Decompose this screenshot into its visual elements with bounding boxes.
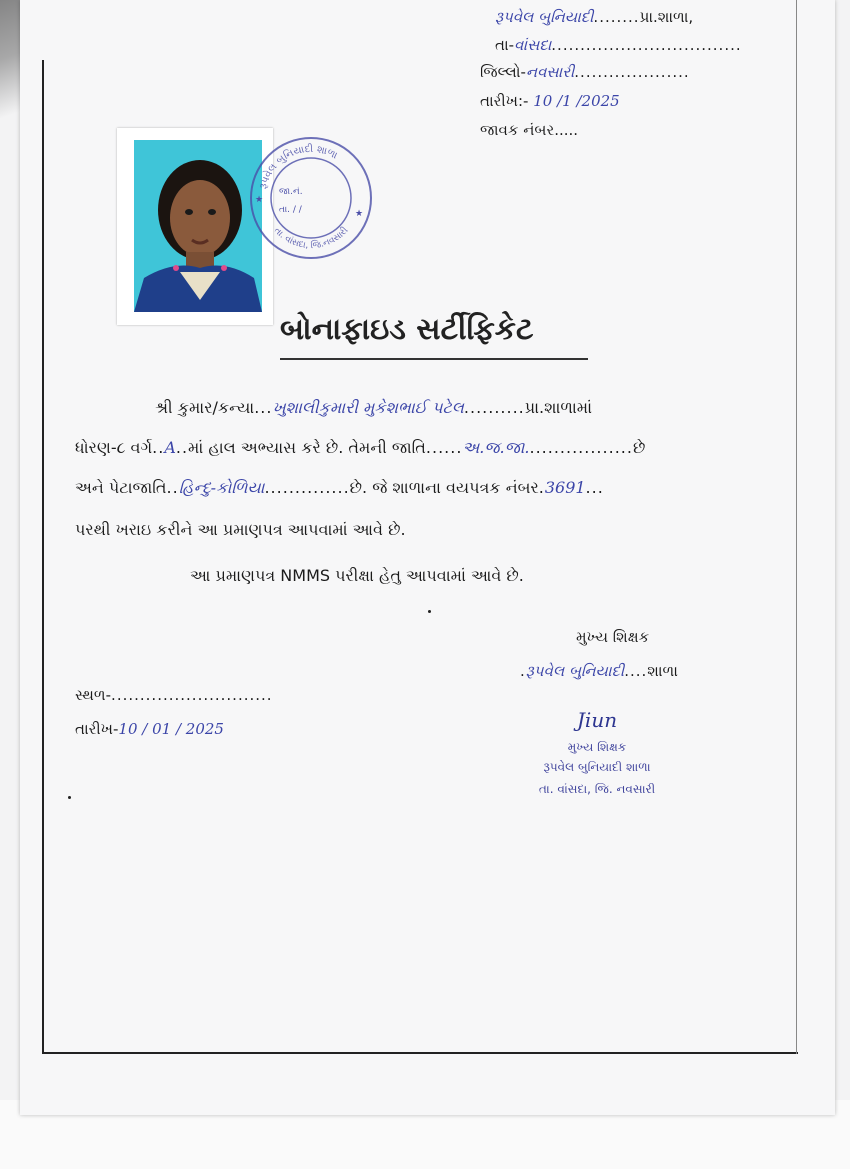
body-line-4: પરથી ખરાઇ કરીને આ પ્રમાણપત્ર આપવામાં આવે છે.	[75, 520, 406, 539]
student-name: ખુશાલીકુમારી મુકેશભાઈ પટેલ	[272, 398, 464, 417]
page-border-left	[42, 60, 44, 1054]
footer-date-line	[75, 720, 224, 738]
header-district-line: જિલ્લો-નવસારી....................	[480, 63, 690, 81]
subcaste-value: હિન્દુ-કોળિયા	[178, 478, 265, 497]
register-number: 3691	[544, 478, 586, 497]
header-school-line: રૂપવેલ બુનિયાદી........પ્રા.શાળા,	[495, 8, 694, 26]
signature-line-2: રૂપવેલ બુનિયાદી શાળા	[543, 760, 651, 774]
head-teacher-label: મુખ્ય શિક્ષક	[576, 628, 650, 646]
caste-value: અ.જ.જા.	[462, 438, 530, 457]
body-line-3: અને પેટાજાતિ..હિન્દુ-કોળિયા..............છે. જે શાળાના વયપત્રક નંબર.3691...	[75, 478, 604, 497]
header-taluka-line: તા-વાંસદા.................................	[495, 36, 742, 54]
footer-school-name: રૂપવેલ બુનિયાદી	[525, 662, 625, 680]
body-line-1: શ્રી કુમાર/કન્યા...ખુશાલીકુમારી મુકેશભાઈ પટેલ..........પ્રા.શાળામાં	[155, 398, 593, 417]
scan-speck	[428, 610, 431, 613]
place-line: સ્થળ-............................	[75, 686, 273, 704]
school-round-stamp	[243, 128, 378, 263]
signature-line-1: મુખ્ય શિક્ષક	[567, 740, 627, 754]
stamp-star-icon: ★	[355, 209, 364, 219]
signature: Jiun	[576, 708, 618, 732]
page-border-right	[796, 0, 797, 1054]
footer-date-value: 10 / 01 / 2025	[118, 720, 224, 738]
header-date-line	[480, 92, 620, 110]
stamp-star-icon: ★	[255, 195, 264, 205]
taluka-label: તા-	[495, 36, 515, 54]
stamp-ring-text: રૂપવેલ બુનિયાદી શાળા	[257, 143, 340, 191]
outward-number: જાવક નંબર.....	[480, 121, 579, 139]
svg-text:રૂપવેલ બુનિયાદી શાળા	[258, 143, 340, 190]
taluka-value: વાંસદા	[514, 36, 552, 54]
stamp-ring-bottom: તા. વાંસદા, જિ.નવસારી	[271, 225, 351, 252]
scan-speck	[68, 796, 71, 799]
place-label: સ્થળ-	[75, 686, 112, 704]
body-line-2: ધોરણ-૮ વર્ગ..A..માં હાલ અભ્યાસ કરે છે. તેમની જાતિ......અ.જ.જા..................છે	[75, 438, 646, 457]
header-school-suffix: પ્રા.શાળા,	[639, 8, 694, 26]
stamp-line-1: જા.નં.	[279, 187, 303, 197]
title-underline	[280, 358, 588, 360]
footer-date-label: તારીખ-	[75, 720, 119, 738]
division-value: A	[164, 438, 176, 457]
signature-line-3: તા. વાંસદા, જિ. નવસારી	[538, 782, 656, 796]
page-border-bottom	[42, 1052, 798, 1054]
date-value: 10 /1 /2025	[533, 92, 620, 110]
header-school-name: રૂપવેલ બુનિયાદી	[495, 8, 594, 26]
district-value: નવસારી	[525, 63, 575, 81]
footer-school-line: .રૂપવેલ બુનિયાદી....શાળા	[520, 662, 678, 680]
stamp-line-2: તા. / /	[279, 205, 302, 215]
date-label: તારીખ:-	[480, 92, 529, 110]
certificate-title: બોનાફાઇડ સર્ટીફિકેટ	[280, 312, 534, 347]
district-label: જિલ્લો-	[480, 63, 526, 81]
signature-stamp	[508, 708, 686, 806]
body-line-5: આ પ્રમાણપત્ર NMMS પરીક્ષા હેતુ આપવામાં આવે છે.	[190, 566, 524, 585]
